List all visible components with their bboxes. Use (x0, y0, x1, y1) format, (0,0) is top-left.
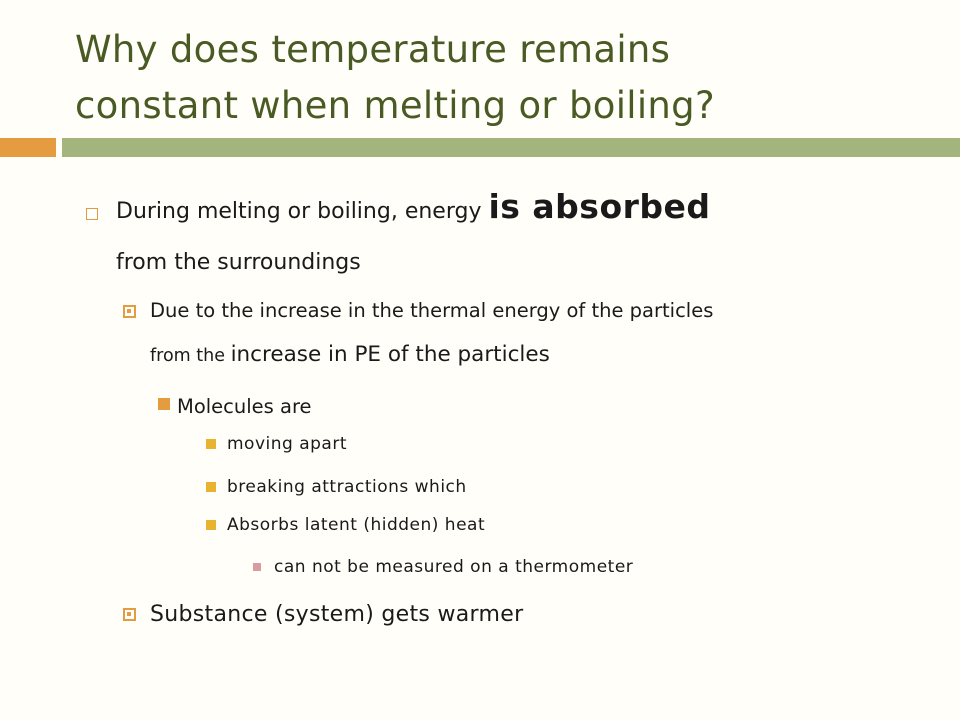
sub-bullet-gets-warmer: Substance (system) gets warmer (150, 602, 524, 627)
title-line-1: Why does temperature remains (75, 28, 671, 71)
title-line-2: constant when melting or boiling? (75, 84, 715, 127)
bullet-moving-apart: moving apart (227, 434, 347, 454)
filled-square-bullet-icon (206, 439, 216, 449)
filled-square-bullet-icon (253, 563, 261, 571)
sub-bullet-thermal-energy: Due to the increase in the thermal energy of the particles (150, 299, 714, 322)
bullet-breaking-attractions: breaking attractions which (227, 477, 467, 497)
filled-square-bullet-icon (206, 482, 216, 492)
bullet-emphasis: is absorbed (488, 187, 711, 226)
square-bullet-icon (86, 208, 98, 220)
square-bullet-icon (123, 305, 136, 318)
filled-square-bullet-icon (206, 520, 216, 530)
bullet-text: During melting or boiling, energy (116, 199, 489, 224)
sub-bullet-continuation (150, 338, 550, 373)
filled-square-bullet-icon (158, 398, 170, 410)
bullet-text: from the (150, 346, 231, 366)
bullet-continuation: from the surroundings (116, 250, 361, 275)
bullet-text-large: increase in PE of the particles (230, 342, 550, 367)
bullet-energy-absorbed (116, 187, 711, 229)
title-accent-bar (0, 138, 56, 157)
bullet-latent-heat: Absorbs latent (hidden) heat (227, 515, 486, 535)
title-underline-bar (62, 138, 960, 157)
slide-title (75, 22, 935, 134)
square-bullet-icon (123, 608, 136, 621)
bullet-molecules: Molecules are (177, 395, 312, 418)
bullet-not-measured: can not be measured on a thermometer (274, 557, 634, 577)
